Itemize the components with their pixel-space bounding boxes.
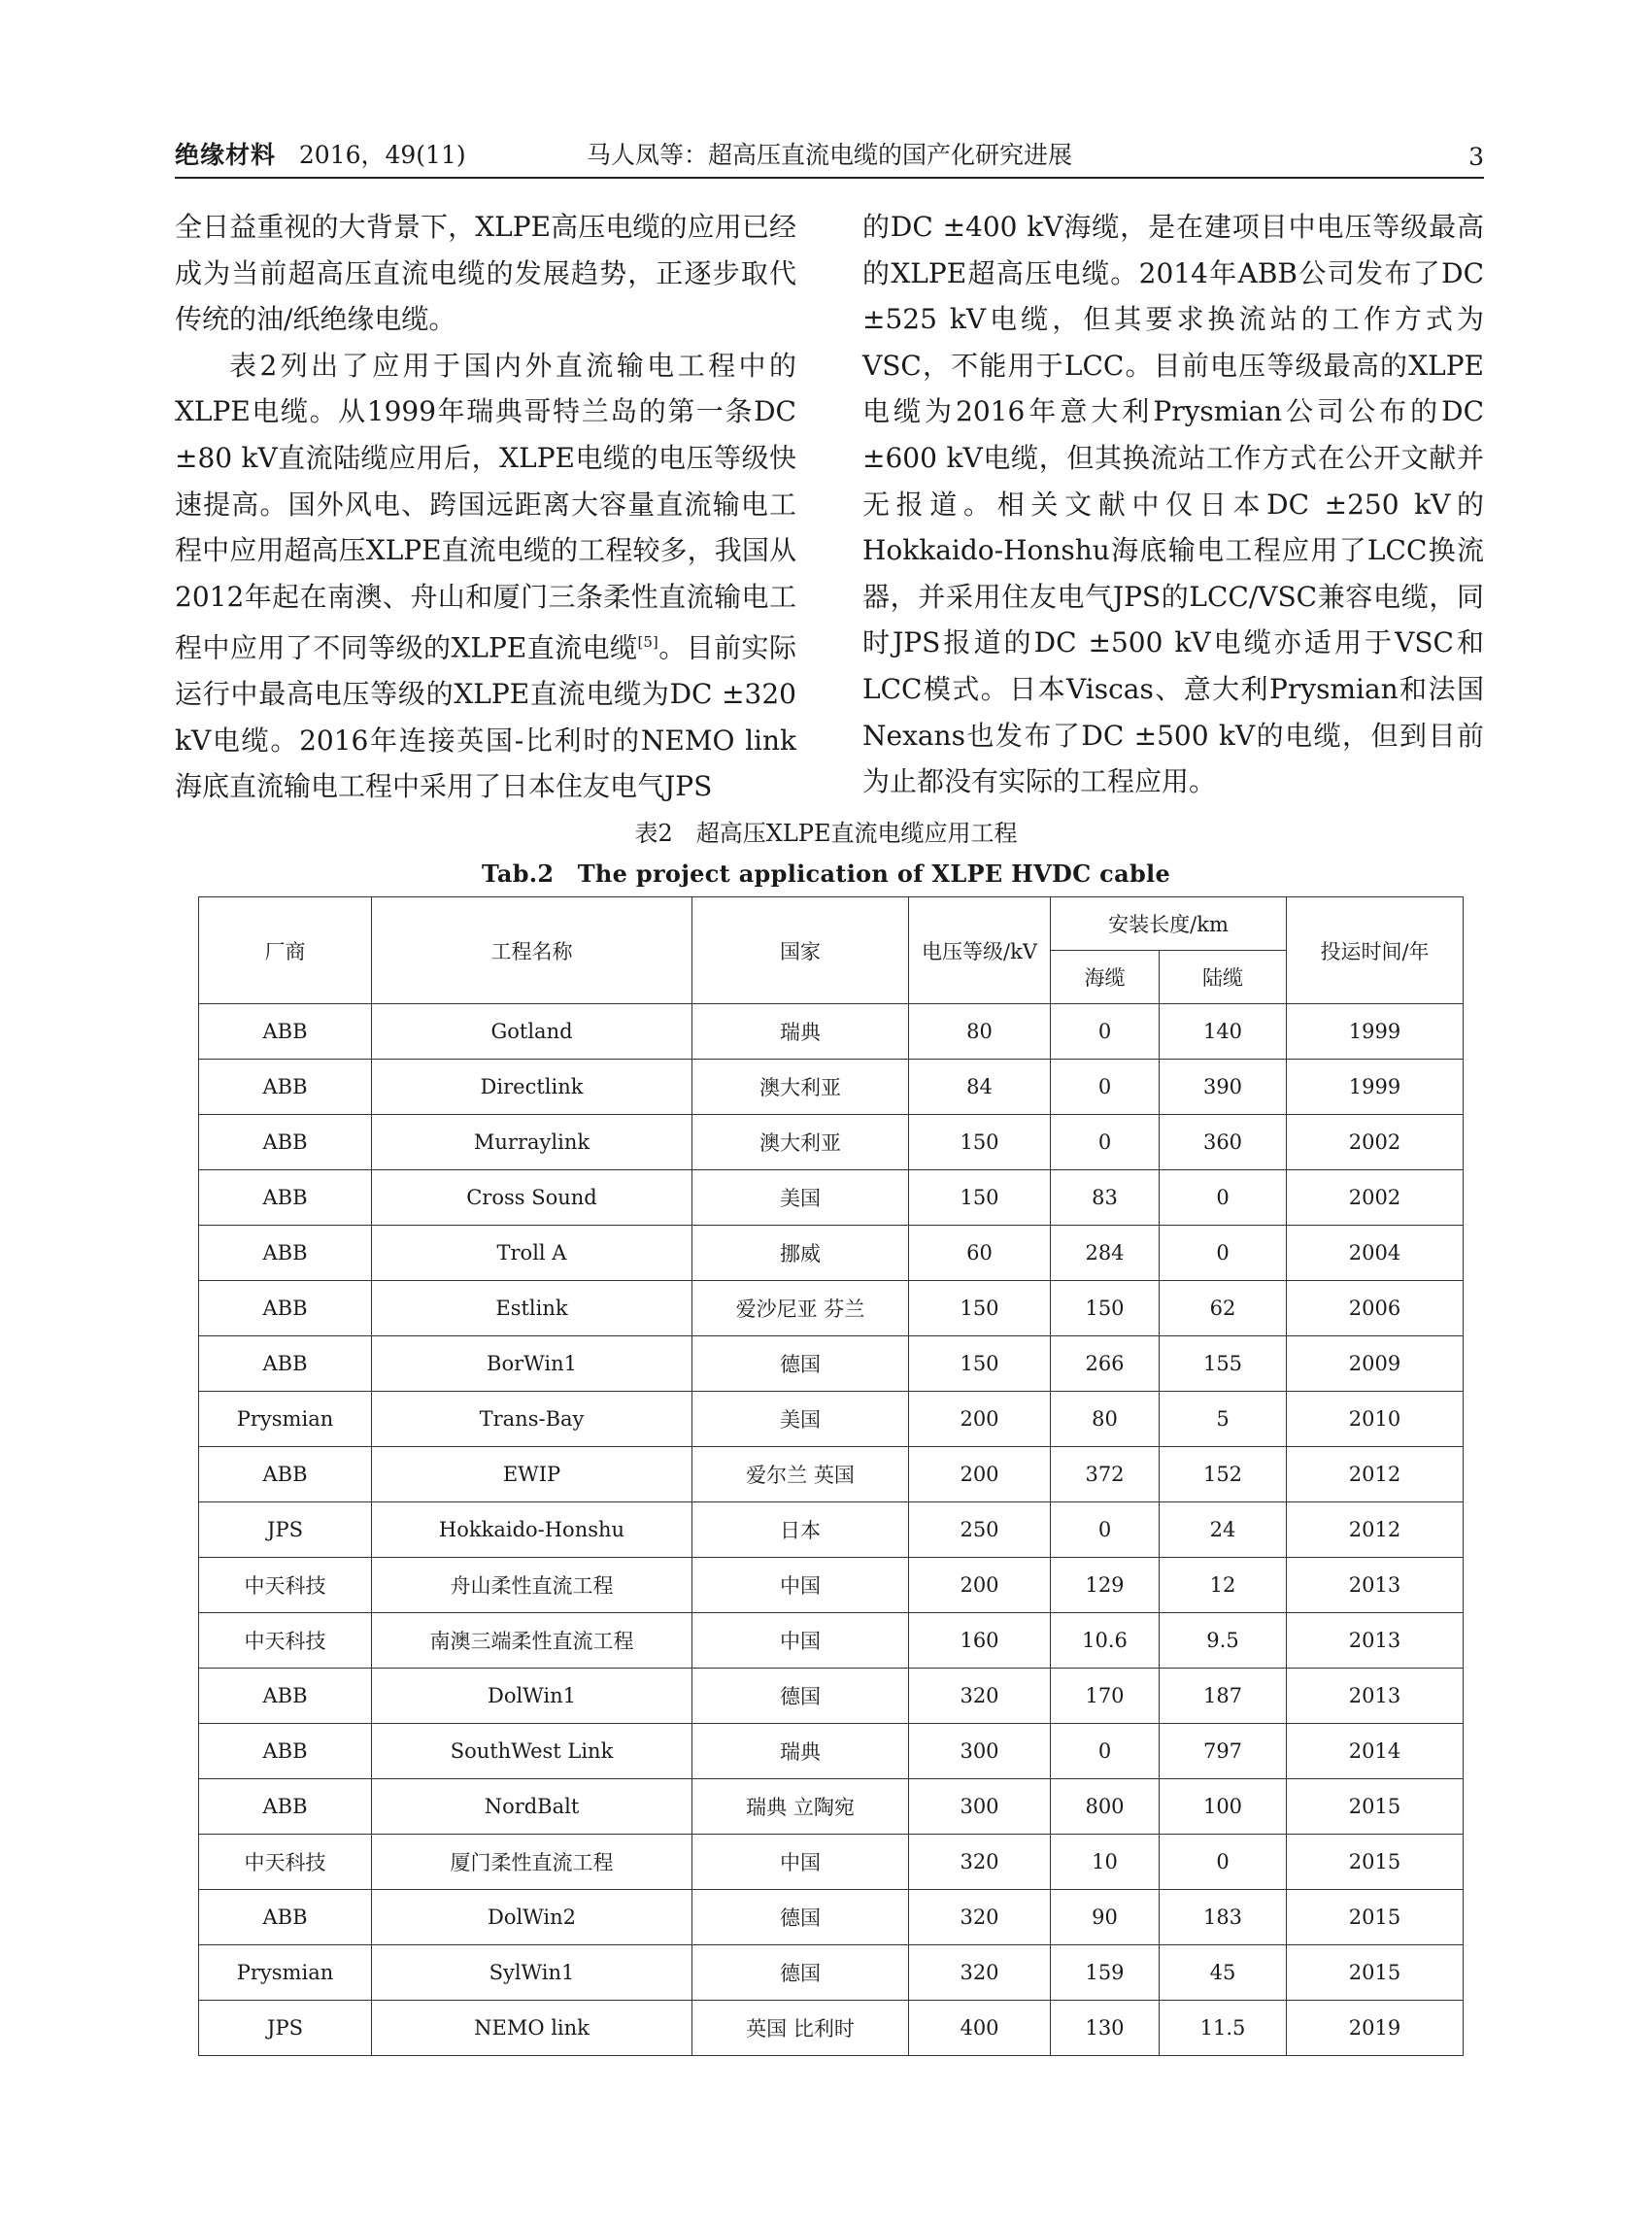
cell-sea: 159	[1051, 1945, 1160, 2001]
header-country: 国家	[692, 897, 909, 1004]
cell-sea: 266	[1051, 1336, 1160, 1392]
table-row	[199, 1835, 1464, 1890]
cell-land: 24	[1160, 1502, 1287, 1558]
cell-year: 2013	[1287, 1669, 1464, 1724]
cell-project: SylWin1	[372, 1945, 692, 2001]
cell-project: EWIP	[372, 1447, 692, 1502]
cell-land: 0	[1160, 1835, 1287, 1890]
journal-volume: 2016，49(11)	[298, 141, 466, 169]
cell-vendor: ABB	[199, 1281, 372, 1336]
cell-sea: 372	[1051, 1447, 1160, 1502]
table-row	[199, 1447, 1464, 1502]
cell-vendor: Prysmian	[199, 1945, 372, 2001]
cell-sea: 0	[1051, 1502, 1160, 1558]
cell-sea: 0	[1051, 1060, 1160, 1115]
header-vendor: 厂商	[199, 897, 372, 1004]
cell-year: 2009	[1287, 1336, 1464, 1392]
cell-voltage: 200	[909, 1392, 1051, 1447]
cell-country: 德国	[692, 1336, 909, 1392]
cell-project: Cross Sound	[372, 1170, 692, 1226]
table-row	[199, 1724, 1464, 1779]
cell-voltage: 300	[909, 1779, 1051, 1835]
cell-project: 南澳三端柔性直流工程	[372, 1613, 692, 1669]
cell-sea: 10.6	[1051, 1613, 1160, 1669]
paragraph: 全日益重视的大背景下，XLPE高压电缆的应用已经成为当前超高压直流电缆的发展趋势，正逐步取代传统的油/纸绝缘电缆。	[175, 211, 796, 336]
cell-country: 瑞典 立陶宛	[692, 1779, 909, 1835]
cell-project: Murraylink	[372, 1115, 692, 1170]
cell-sea: 83	[1051, 1170, 1160, 1226]
cell-project: Directlink	[372, 1060, 692, 1115]
cell-year: 2013	[1287, 1558, 1464, 1613]
cell-vendor: JPS	[199, 1502, 372, 1558]
cell-voltage: 400	[909, 2001, 1051, 2056]
table-row	[199, 1945, 1464, 2001]
table-row	[199, 1336, 1464, 1392]
cell-project: NEMO link	[372, 2001, 692, 2056]
cell-country: 澳大利亚	[692, 1060, 909, 1115]
cell-country: 挪威	[692, 1226, 909, 1281]
cell-sea: 130	[1051, 2001, 1160, 2056]
cell-project: Troll A	[372, 1226, 692, 1281]
cell-sea: 170	[1051, 1669, 1160, 1724]
cell-year: 2013	[1287, 1613, 1464, 1669]
cell-country: 中国	[692, 1835, 909, 1890]
cell-voltage: 80	[909, 1004, 1051, 1060]
cell-year: 2010	[1287, 1392, 1464, 1447]
cell-land: 155	[1160, 1336, 1287, 1392]
cell-land: 390	[1160, 1060, 1287, 1115]
cell-voltage: 150	[909, 1170, 1051, 1226]
paragraph: 的DC ±400 kV海缆，是在建项目中电压等级最高的XLPE超高压电缆。2014年ABB公司发布了DC ±525 kV电缆，但其要求换流站的工作方式为VSC，不能用于LCC。目前电压等级最高的XLPE电缆为2016年意大利Prysmian公司公布的DC ±600 kV电缆，但其换流站工作方式在公开文献并无报道。相关文献中仅日本DC ±250 kV的Hokkaido-Honshu海底输电工程应用了LCC换流器，并采用住友电气JPS的LCC/VSC兼容电缆，同时JPS报道的DC ±500 kV电缆亦适用于VSC和LCC模式。日本Viscas、意大利Prysmian和法国Nexans也发布了DC ±500 kV的电缆，但到目前为止都没有实际的工程应用。	[862, 211, 1484, 798]
cell-land: 140	[1160, 1004, 1287, 1060]
cell-sea: 0	[1051, 1724, 1160, 1779]
table-row	[199, 1170, 1464, 1226]
table-row	[199, 1779, 1464, 1835]
table-row	[199, 1281, 1464, 1336]
table-row	[199, 1060, 1464, 1115]
cell-sea: 129	[1051, 1558, 1160, 1613]
cell-vendor: ABB	[199, 1115, 372, 1170]
cell-country: 日本	[692, 1502, 909, 1558]
cell-country: 瑞典	[692, 1004, 909, 1060]
running-header	[175, 136, 1484, 179]
table-row	[199, 1669, 1464, 1724]
cell-vendor: ABB	[199, 1004, 372, 1060]
header-project: 工程名称	[372, 897, 692, 1004]
body-column-right	[862, 204, 1484, 805]
cell-sea: 10	[1051, 1835, 1160, 1890]
cell-project: Hokkaido-Honshu	[372, 1502, 692, 1558]
cell-voltage: 200	[909, 1447, 1051, 1502]
cell-land: 0	[1160, 1170, 1287, 1226]
cell-voltage: 60	[909, 1226, 1051, 1281]
cell-project: 厦门柔性直流工程	[372, 1835, 692, 1890]
cell-project: DolWin1	[372, 1669, 692, 1724]
table-row	[199, 1558, 1464, 1613]
running-title: 马人凤等：超高压直流电缆的国产化研究进展	[586, 141, 1072, 169]
cell-vendor: ABB	[199, 1170, 372, 1226]
cell-voltage: 300	[909, 1724, 1051, 1779]
cell-vendor: ABB	[199, 1060, 372, 1115]
cell-year: 2015	[1287, 1779, 1464, 1835]
journal-name: 绝缘材料	[175, 141, 277, 169]
cell-country: 德国	[692, 1890, 909, 1945]
cell-year: 2006	[1287, 1281, 1464, 1336]
paragraph-text: 。目前实际运行中最高电压等级的XLPE直流电缆为DC ±320 kV电缆。2016年连接英国-比利时的NEMO link海底直流输电工程中采用了日本住友电气JPS	[175, 631, 796, 803]
cell-year: 1999	[1287, 1060, 1464, 1115]
cell-vendor: ABB	[199, 1890, 372, 1945]
cell-year: 2015	[1287, 1945, 1464, 2001]
cell-voltage: 320	[909, 1835, 1051, 1890]
cell-land: 45	[1160, 1945, 1287, 2001]
cell-vendor: ABB	[199, 1724, 372, 1779]
table-caption-cn: 表2 超高压XLPE直流电缆应用工程	[634, 820, 1018, 847]
paragraph-text: 表2列出了应用于国内外直流输电工程中的XLPE电缆。从1999年瑞典哥特兰岛的第一条DC ±80 kV直流陆缆应用后，XLPE电缆的电压等级快速提高。国外风电、跨国远距离大容量直流输电工程中应用超高压XLPE直流电缆的工程较多，我国从2012年起在南澳、舟山和厦门三条柔性直流输电工程中应用了不同等级的XLPE直流电缆	[175, 349, 796, 664]
cell-voltage: 320	[909, 1669, 1051, 1724]
header-voltage: 电压等级/kV	[909, 897, 1051, 1004]
cell-land: 62	[1160, 1281, 1287, 1336]
cell-country: 中国	[692, 1558, 909, 1613]
table-row	[199, 1115, 1464, 1170]
table-caption-en: Tab.2 The project application of XLPE HVDC cable	[481, 860, 1171, 888]
cell-land: 100	[1160, 1779, 1287, 1835]
cell-land: 11.5	[1160, 2001, 1287, 2056]
cell-country: 德国	[692, 1945, 909, 2001]
header-land-cable: 陆缆	[1160, 951, 1287, 1004]
page-number: 3	[1468, 143, 1484, 171]
cell-land: 12	[1160, 1558, 1287, 1613]
cell-land: 9.5	[1160, 1613, 1287, 1669]
cell-voltage: 84	[909, 1060, 1051, 1115]
cable-projects-table	[198, 896, 1464, 2056]
cell-sea: 150	[1051, 1281, 1160, 1336]
header-install-length: 安装长度/km	[1051, 897, 1287, 951]
cell-country: 澳大利亚	[692, 1115, 909, 1170]
cell-vendor: 中天科技	[199, 1558, 372, 1613]
cell-voltage: 320	[909, 1945, 1051, 2001]
cell-vendor: JPS	[199, 2001, 372, 2056]
cell-voltage: 150	[909, 1336, 1051, 1392]
table-row	[199, 1004, 1464, 1060]
cell-voltage: 160	[909, 1613, 1051, 1669]
cell-vendor: ABB	[199, 1779, 372, 1835]
cell-project: Estlink	[372, 1281, 692, 1336]
cell-land: 0	[1160, 1226, 1287, 1281]
cell-country: 瑞典	[692, 1724, 909, 1779]
cell-vendor: ABB	[199, 1447, 372, 1502]
cell-vendor: Prysmian	[199, 1392, 372, 1447]
table-row	[199, 1502, 1464, 1558]
cell-year: 2014	[1287, 1724, 1464, 1779]
cell-voltage: 320	[909, 1890, 1051, 1945]
cell-vendor: 中天科技	[199, 1613, 372, 1669]
cell-project: NordBalt	[372, 1779, 692, 1835]
cell-year: 2012	[1287, 1447, 1464, 1502]
cell-sea: 0	[1051, 1004, 1160, 1060]
cell-vendor: ABB	[199, 1669, 372, 1724]
cell-year: 2002	[1287, 1115, 1464, 1170]
cell-country: 爱尔兰 英国	[692, 1447, 909, 1502]
cell-land: 152	[1160, 1447, 1287, 1502]
cell-country: 英国 比利时	[692, 2001, 909, 2056]
cell-project: BorWin1	[372, 1336, 692, 1392]
cell-project: Gotland	[372, 1004, 692, 1060]
cell-project: SouthWest Link	[372, 1724, 692, 1779]
cell-country: 中国	[692, 1613, 909, 1669]
header-year: 投运时间/年	[1287, 897, 1464, 1004]
cell-sea: 284	[1051, 1226, 1160, 1281]
cell-year: 2019	[1287, 2001, 1464, 2056]
cell-voltage: 150	[909, 1115, 1051, 1170]
cell-project: 舟山柔性直流工程	[372, 1558, 692, 1613]
header-sea-cable: 海缆	[1051, 951, 1160, 1004]
cell-year: 2004	[1287, 1226, 1464, 1281]
cell-voltage: 250	[909, 1502, 1051, 1558]
cell-land: 360	[1160, 1115, 1287, 1170]
cell-project: DolWin2	[372, 1890, 692, 1945]
cell-year: 2002	[1287, 1170, 1464, 1226]
cell-sea: 80	[1051, 1392, 1160, 1447]
cell-vendor: 中天科技	[199, 1835, 372, 1890]
body-column-left	[175, 204, 796, 810]
cell-vendor: ABB	[199, 1226, 372, 1281]
cell-country: 爱沙尼亚 芬兰	[692, 1281, 909, 1336]
table-row	[199, 1890, 1464, 1945]
table-row	[199, 1226, 1464, 1281]
cell-year: 2012	[1287, 1502, 1464, 1558]
cell-land: 183	[1160, 1890, 1287, 1945]
table-row	[199, 1613, 1464, 1669]
cell-year: 1999	[1287, 1004, 1464, 1060]
cell-year: 2015	[1287, 1835, 1464, 1890]
cell-voltage: 150	[909, 1281, 1051, 1336]
cell-sea: 0	[1051, 1115, 1160, 1170]
cell-land: 797	[1160, 1724, 1287, 1779]
cell-country: 美国	[692, 1392, 909, 1447]
paragraph	[175, 343, 796, 810]
cell-country: 美国	[692, 1170, 909, 1226]
cell-land: 5	[1160, 1392, 1287, 1447]
table-row	[199, 1392, 1464, 1447]
table-row	[199, 2001, 1464, 2056]
cell-vendor: ABB	[199, 1336, 372, 1392]
reference-marker: [5]	[637, 633, 658, 652]
cell-voltage: 200	[909, 1558, 1051, 1613]
cell-sea: 800	[1051, 1779, 1160, 1835]
cell-country: 德国	[692, 1669, 909, 1724]
cell-project: Trans-Bay	[372, 1392, 692, 1447]
cell-year: 2015	[1287, 1890, 1464, 1945]
cell-land: 187	[1160, 1669, 1287, 1724]
cell-sea: 90	[1051, 1890, 1160, 1945]
